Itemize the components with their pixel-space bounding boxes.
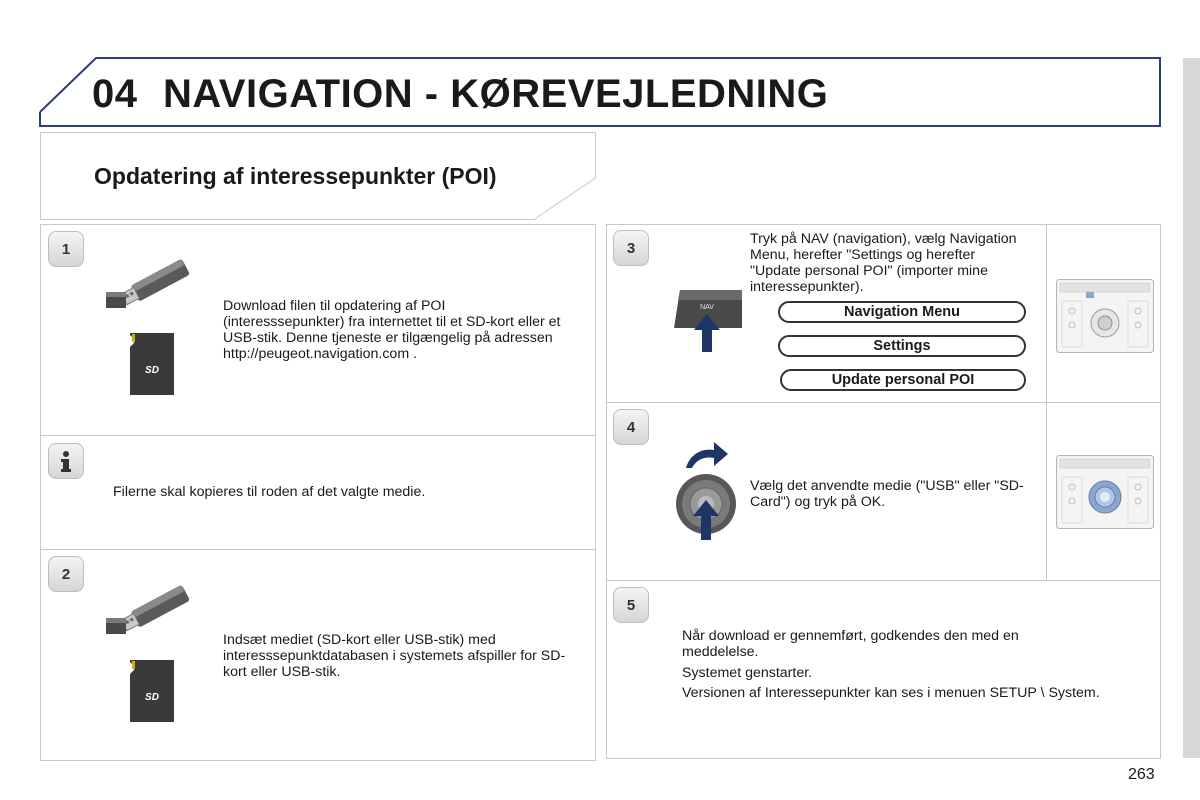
usb-stick-icon <box>104 262 200 314</box>
svg-text:SD: SD <box>145 692 159 703</box>
step-1-badge: 1 <box>48 231 84 267</box>
page-number: 263 <box>1128 766 1155 783</box>
chapter-title: NAVIGATION - KØREVEJLEDNING <box>163 72 829 116</box>
step-2-badge: 2 <box>48 556 84 592</box>
step-5-paragraph-3: Versionen af Interessepunkter kan ses i menuen SETUP \ System. <box>682 685 1100 701</box>
info-badge <box>48 443 84 479</box>
divider <box>606 402 1161 403</box>
step-1-text: Download filen til opdatering af POI (interesssepunkter) fra internettet til et SD-kort eller et USB-stik. Denne tjeneste er tilgængelig på adressen http://peugeot.navigation.com . <box>223 298 561 362</box>
menu-pill-navigation-menu: Navigation Menu <box>778 301 1026 323</box>
radio-unit-icon <box>1056 455 1154 529</box>
step-4-text: Vælg det anvendte medie ("USB" eller "SD-Card") og tryk på OK. <box>750 478 1024 510</box>
divider <box>40 435 596 436</box>
divider <box>1046 224 1047 580</box>
step-3-text: Tryk på NAV (navigation), vælg Navigation Menu, herefter "Settings og herefter "Update personal POI" (importer mine interessepunkter). <box>750 231 1017 295</box>
svg-text:NAV: NAV <box>700 304 714 311</box>
menu-pill-update-personal-poi: Update personal POI <box>780 369 1026 391</box>
sd-card-icon <box>128 333 176 395</box>
divider <box>606 580 1161 581</box>
usb-stick-icon <box>104 588 200 640</box>
rotary-knob-icon <box>672 438 744 546</box>
svg-text:SD: SD <box>145 365 159 376</box>
step-4-badge: 4 <box>613 409 649 445</box>
step-5-badge: 5 <box>613 587 649 623</box>
radio-unit-icon <box>1056 279 1154 353</box>
step-3-badge: 3 <box>613 230 649 266</box>
chapter-number: 04 <box>92 72 138 116</box>
side-margin-bar <box>1183 58 1200 758</box>
nav-button-icon <box>672 286 746 356</box>
menu-pill-settings: Settings <box>778 335 1026 357</box>
info-text: Filerne skal kopieres til roden af det valgte medie. <box>113 484 426 500</box>
title-frame <box>0 0 1200 140</box>
section-title: Opdatering af interessepunkter (POI) <box>94 163 497 189</box>
sd-card-icon <box>128 660 176 722</box>
divider <box>40 549 596 550</box>
info-icon <box>59 450 73 472</box>
step-5-paragraph-1: Når download er gennemført, godkendes den med en meddelelse. <box>682 628 1019 660</box>
step-5-paragraph-2: Systemet genstarter. <box>682 665 813 681</box>
step-2-text: Indsæt mediet (SD-kort eller USB-stik) med interesssepunktdatabasen i systemets afspiller for SD-kort eller USB-stik. <box>223 632 566 680</box>
